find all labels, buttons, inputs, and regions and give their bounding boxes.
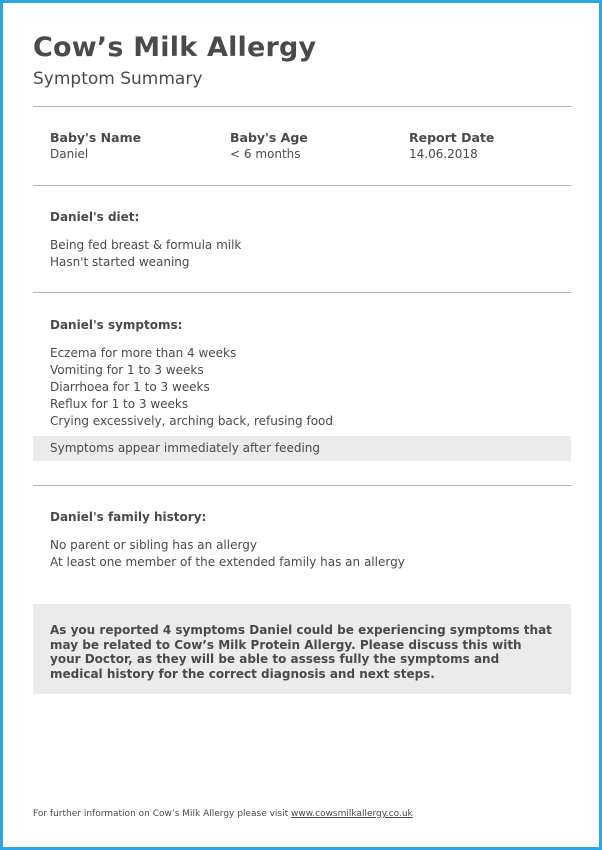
baby-age-value: < 6 months bbox=[230, 147, 301, 161]
page-title: Cow’s Milk Allergy bbox=[33, 32, 317, 63]
symptom-timing-highlight: Symptoms appear immediately after feeding bbox=[33, 436, 571, 461]
baby-name-label: Baby's Name bbox=[50, 130, 142, 145]
list-item: Diarrhoea for 1 to 3 weeks bbox=[50, 380, 210, 394]
divider bbox=[33, 106, 571, 107]
list-item: Hasn't started weaning bbox=[50, 255, 190, 269]
info-report-date bbox=[409, 130, 494, 162]
family-history-heading: Daniel's family history: bbox=[50, 510, 207, 524]
advice-notice: As you reported 4 symptoms Daniel could be experiencing symptoms that may be related to Cow’s Milk Protein Allergy. Please discuss this with your Doctor, as they will be able to assess fully the symptoms and medical history for the correct diagnosis and next steps. bbox=[33, 604, 571, 694]
list-item: At least one member of the extended family has an allergy bbox=[50, 555, 405, 569]
divider bbox=[33, 292, 571, 293]
report-date-label: Report Date bbox=[409, 130, 495, 145]
list-item: No parent or sibling has an allergy bbox=[50, 538, 257, 552]
baby-age-label: Baby's Age bbox=[230, 130, 308, 145]
divider bbox=[33, 485, 571, 486]
list-item: Crying excessively, arching back, refusing food bbox=[50, 414, 333, 428]
report-date-value: 14.06.2018 bbox=[409, 147, 478, 161]
footer bbox=[33, 809, 413, 819]
website-link[interactable]: www.cowsmilkallergy.co.uk bbox=[291, 809, 413, 819]
list-item: Reflux for 1 to 3 weeks bbox=[50, 397, 189, 411]
family-history-list bbox=[50, 537, 405, 571]
page-subtitle: Symptom Summary bbox=[33, 69, 203, 89]
divider bbox=[33, 185, 571, 186]
symptoms-heading: Daniel's symptoms: bbox=[50, 318, 183, 332]
list-item: Vomiting for 1 to 3 weeks bbox=[50, 363, 204, 377]
diet-list bbox=[50, 237, 241, 271]
info-baby-age bbox=[230, 130, 308, 162]
diet-heading: Daniel's diet: bbox=[50, 210, 140, 224]
list-item: Being fed breast & formula milk bbox=[50, 238, 242, 252]
footer-text: For further information on Cow’s Milk Allergy please visit bbox=[33, 809, 291, 819]
symptoms-list bbox=[50, 345, 333, 430]
baby-name-value: Daniel bbox=[50, 147, 89, 161]
list-item: Eczema for more than 4 weeks bbox=[50, 346, 237, 360]
info-baby-name bbox=[50, 130, 141, 162]
